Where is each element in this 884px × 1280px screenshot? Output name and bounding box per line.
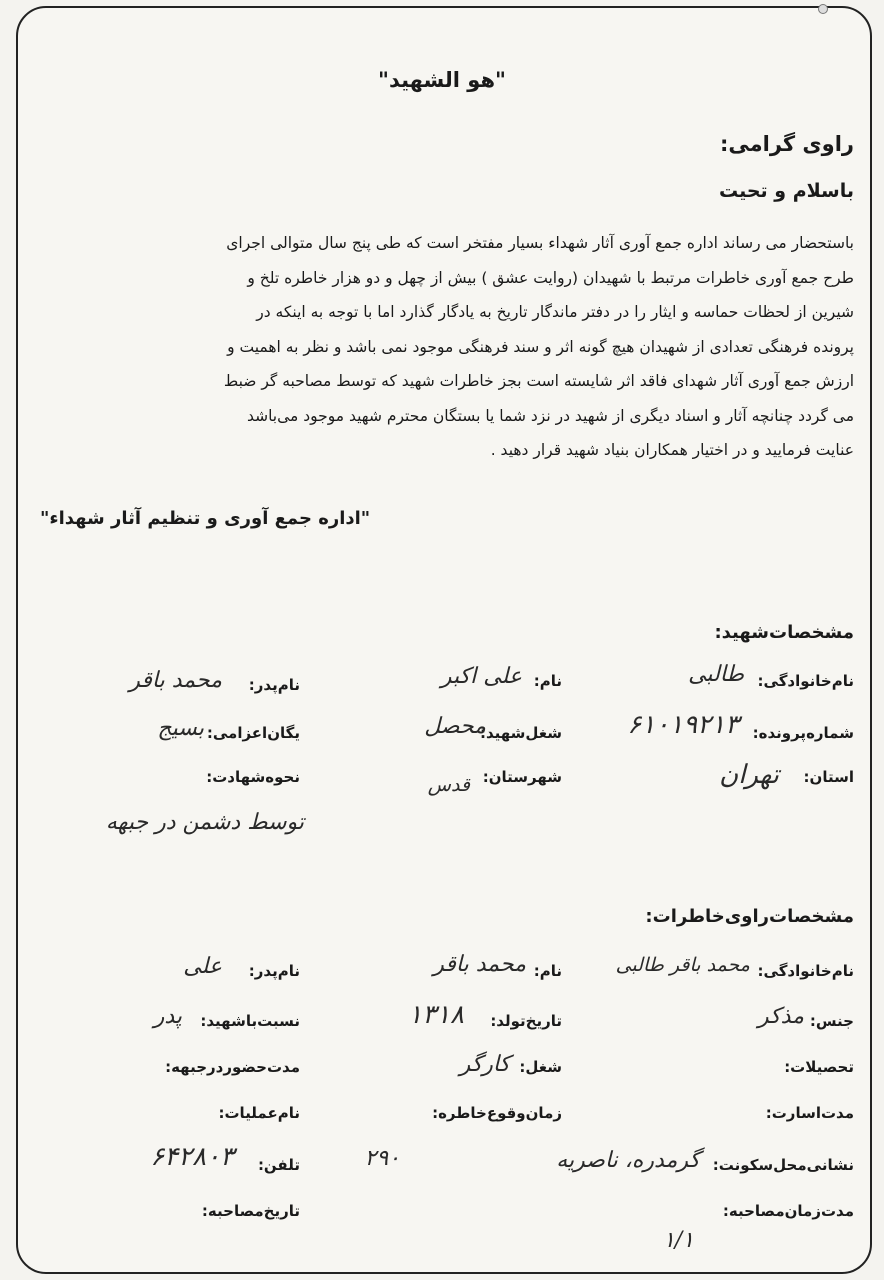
salutation: باسلام و تحیت <box>718 180 854 202</box>
narrator-education-label: تحصیلات: <box>784 1058 854 1076</box>
body-line: پرونده فرهنگی تعدادی از شهیدان هیچ گونه اثر و سند فرهنگی موجود نمی باشد و نظر به اهمیت و <box>227 337 854 356</box>
narrator-phone-label: تلفن: <box>257 1156 300 1174</box>
narrator-family-label: نام‌خانوادگی: <box>757 962 854 980</box>
body-line: ارزش جمع آوری آثار شهدای فاقد اثر شایسته است بجز خاطرات شهید که توسط مصاحبه گر ضبط <box>223 372 854 390</box>
martyr-family-label: نام‌خانوادگی: <box>757 672 854 690</box>
body-line: عنایت فرمایید و در اختیار همکاران بنیاد شهید قرار دهید . <box>490 441 854 459</box>
narrator-name-label: نام: <box>533 962 562 980</box>
narrator-gender-value: مذکر <box>758 1004 804 1029</box>
martyr-city-label: شهرستان: <box>482 768 562 786</box>
martyr-city-value: قدس <box>427 774 470 796</box>
narrator-interview-duration-label: مدت‌زمان‌مصاحبه: <box>722 1202 854 1220</box>
narrator-relation-label: نسبت‌با‌شهید: <box>200 1012 300 1030</box>
narrator-relation-value: پدر <box>153 1004 182 1029</box>
punch-hole-icon <box>818 4 828 14</box>
martyr-province-label: استان: <box>803 768 854 786</box>
narrator-address-label: نشانی‌محل‌سکونت: <box>712 1156 854 1174</box>
narrator-birth-value: ۱۳۱۸ <box>408 1000 464 1030</box>
signature: "اداره جمع آوری و تنظیم آثار شهداء" <box>40 508 371 529</box>
martyr-father-label: نام‌پدر: <box>248 676 300 694</box>
narrator-address-value: گرمدره، ناصریه <box>556 1148 700 1173</box>
narrator-father-label: نام‌پدر: <box>248 962 300 980</box>
martyr-name-label: نام: <box>533 672 562 690</box>
narrator-captivity-label: مدت‌اسارت: <box>765 1104 854 1122</box>
martyr-father-value: محمد باقر <box>129 668 222 693</box>
body-line: شیرین از لحظات حماسه و ایثار را در دفتر ماندگار تاریخ به یادگار گذارد اما با توجه به اینکه در <box>256 303 854 321</box>
martyr-province-value: تهران <box>719 760 779 790</box>
martyr-job-value: محصل <box>424 714 486 739</box>
martyr-file-value: ۶۱۰۱۹۲۱۳ <box>627 710 739 740</box>
martyr-family-value: طالبی <box>688 662 744 687</box>
body-line: باستحضار می رساند اداره جمع آوری آثار شهداء بسیار مفتخر است که طی پنج سال متوالی اجرای <box>226 234 854 252</box>
letter-body <box>32 226 854 468</box>
narrator-operation-label: نام‌عملیات: <box>218 1104 300 1122</box>
body-line: می گردد چنانچه آثار و اسناد دیگری از شهید در نزد شما یا بستگان محترم شهید موجود می‌باشد <box>246 406 854 425</box>
narrator-interview-date-label: تاریخ‌مصاحبه: <box>201 1202 300 1220</box>
narrator-memory-time-label: زمان‌وقوع‌خاطره: <box>432 1104 562 1122</box>
narrator-job-value: کارگر <box>459 1052 510 1077</box>
narrator-gender-label: جنس: <box>809 1012 854 1030</box>
narrator-front-label: مدت‌حضوردرجبهه: <box>165 1058 300 1076</box>
greeting: راوی گرامی: <box>719 132 854 156</box>
page-title: "هو الشهید" <box>378 68 506 92</box>
page-mark: ۱/۱ <box>662 1228 694 1253</box>
narrator-phone-value: ۶۴۲۸۰۳ <box>150 1142 234 1172</box>
martyr-file-label: شماره‌پرونده: <box>752 724 854 742</box>
narrator-job-label: شغل: <box>519 1058 562 1076</box>
narrator-birth-label: تاریخ‌تولد: <box>490 1012 562 1030</box>
narrator-section-title: مشخصات‌راوی‌خاطرات: <box>645 906 854 927</box>
martyr-name-value: علی اکبر <box>440 664 522 689</box>
martyr-manner-label: نحوه‌شهادت: <box>206 768 300 786</box>
martyr-section-title: مشخصات‌شهید: <box>714 622 854 643</box>
narrator-family-value: محمد باقر طالبی <box>615 954 750 976</box>
martyr-unit-label: یگان‌اعزامی: <box>206 724 300 742</box>
martyr-unit-value: بسیج <box>157 716 204 741</box>
body-line: طرح جمع آوری خاطرات مرتبط با شهیدان (روایت عشق ) بیش از چهل و دو هزار خاطره تلخ و <box>247 268 854 287</box>
narrator-father-value: علی <box>183 954 222 979</box>
narrator-name-value: محمد باقر <box>433 952 526 977</box>
narrator-extra-value: ۲۹۰ <box>364 1146 400 1171</box>
martyr-manner-value: توسط دشمن در جبهه <box>105 810 304 835</box>
martyr-job-label: شغل‌شهید: <box>479 724 562 742</box>
